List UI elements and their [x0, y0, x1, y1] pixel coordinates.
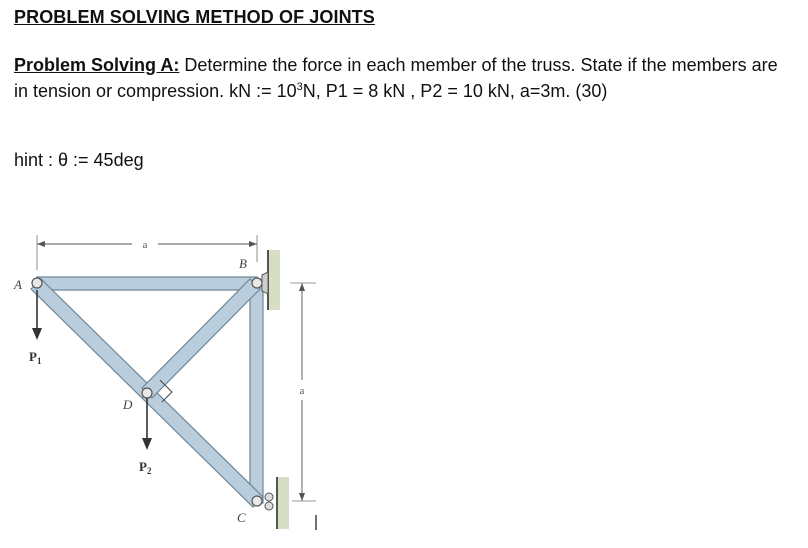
roller-c-2 — [265, 502, 273, 510]
dimension-label-horizontal: a — [142, 239, 148, 251]
load-label-p2-subscript: 2 — [146, 466, 152, 476]
load-label-p2-letter: P — [139, 459, 147, 474]
wall-support-b — [268, 250, 280, 310]
problem-exponent: 3 — [296, 81, 303, 93]
pin-a — [32, 278, 42, 288]
load-label-p2 — [139, 459, 152, 476]
member-bc — [250, 283, 263, 503]
joint-label-d: D — [123, 397, 133, 412]
load-label-p1-subscript: 1 — [36, 356, 42, 366]
pin-d — [142, 388, 152, 398]
page-title: PROBLEM SOLVING METHOD OF JOINTS — [14, 7, 375, 27]
roller-c-1 — [265, 493, 273, 501]
hint-text: hint : θ := 45deg — [14, 150, 144, 170]
problem-text-part-2: N, P1 = 8 kN , P2 = 10 kN, a=3m. (30) — [302, 81, 608, 101]
load-label-p1 — [29, 349, 42, 366]
bracket-b — [262, 272, 268, 294]
joint-label-c: C — [237, 510, 246, 525]
member-db — [142, 279, 260, 398]
pin-c — [252, 496, 262, 506]
member-ab — [37, 277, 257, 290]
member-dc — [142, 388, 263, 507]
joint-label-a: A — [14, 277, 22, 292]
joint-label-b: B — [239, 256, 247, 271]
wall-support-c — [277, 477, 289, 529]
load-label-p1-letter: P — [29, 349, 37, 364]
problem-text-part-1: Determine the force in each member of the truss. State if the members are in tension or compression. kN := 10 — [14, 55, 778, 101]
member-ad — [31, 279, 152, 398]
pin-b — [252, 278, 262, 288]
dimension-label-vertical: a — [299, 385, 305, 397]
problem-lead: Problem Solving A: — [14, 55, 180, 75]
